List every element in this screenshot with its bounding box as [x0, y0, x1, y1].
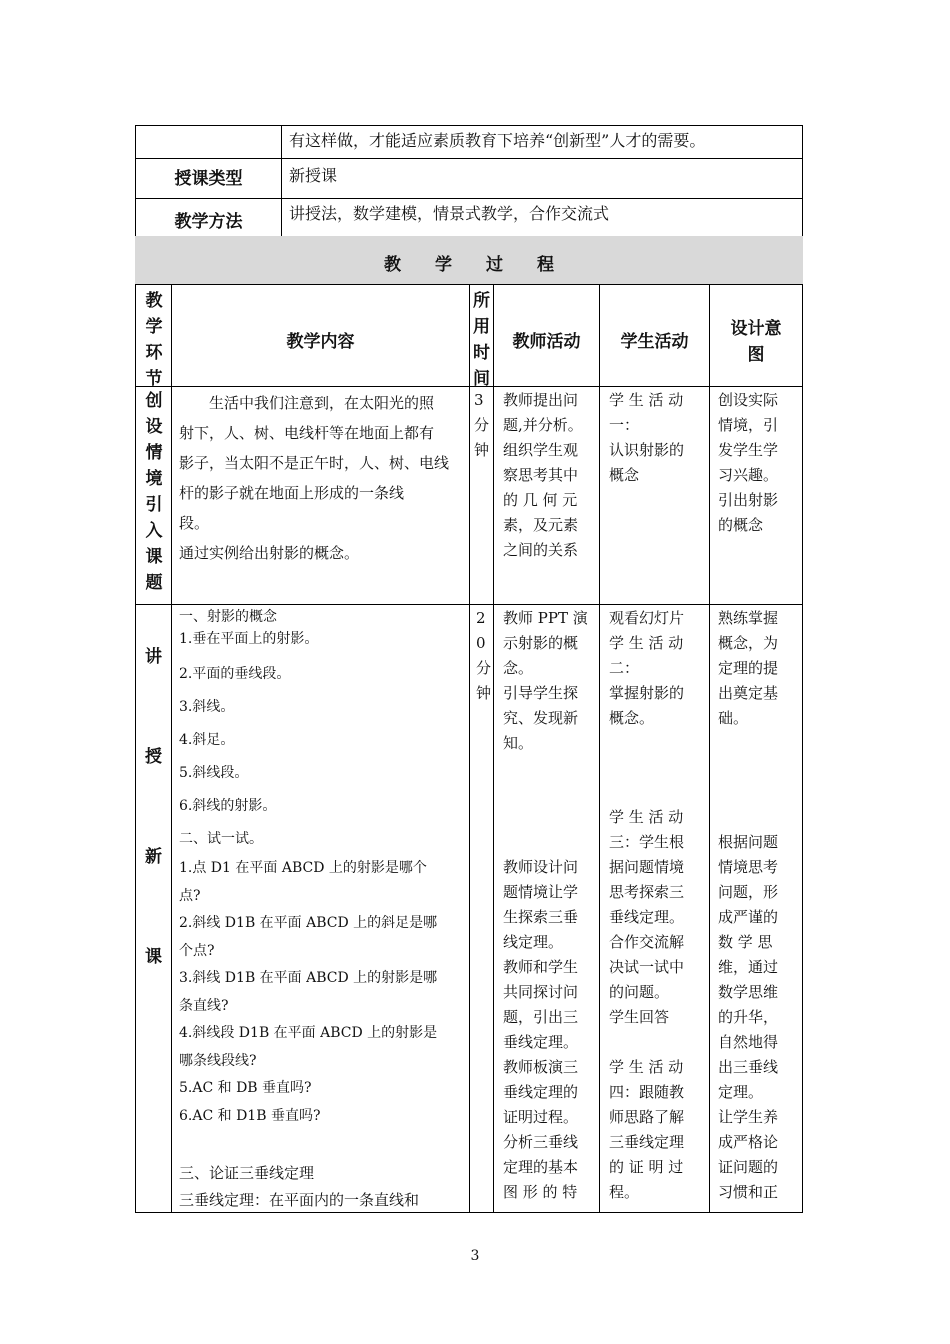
row1-time-char: 3: [474, 391, 484, 409]
row2-content-line: 3.斜线 D1B 在平面 ABCD 上的射影是哪: [179, 970, 438, 986]
row2-content-line: 三垂线定理：在平面内的一条直线和: [179, 1191, 420, 1209]
row2-student-line: 决试一试中: [609, 958, 685, 976]
row1-design: [718, 388, 778, 538]
row2-content-line: 点?: [179, 887, 201, 904]
row2-stage-char: 课: [145, 947, 162, 967]
row1-content-line: 射下，人、树、电线杆等在地面上都有: [179, 424, 435, 442]
row1-content-line: 生活中我们注意到，在太阳光的照: [179, 394, 435, 412]
row2-student-line: 学 生 活 动: [609, 808, 684, 826]
header-time-char: 所: [473, 291, 490, 311]
row2-content-line: 1.点 D1 在平面 ABCD 上的射影是哪个: [179, 860, 427, 876]
row2-teacher-line: 教师 PPT 演: [503, 609, 588, 627]
table-border-right: [802, 125, 803, 1213]
row1-time-char: 钟: [474, 441, 490, 459]
row2-student-line: 三垂线定理: [609, 1133, 685, 1151]
row2-design-line: 出三垂线: [718, 1058, 779, 1076]
row2-teacher-line: 知。: [503, 734, 534, 752]
row2-content-line: 5.斜线段。: [179, 765, 249, 781]
row2-content-line: 3.斜线。: [179, 699, 235, 715]
row1-teacher-line: 题,并分析。: [503, 416, 583, 434]
row2-student-line: 垂线定理。: [609, 908, 685, 926]
row2-student-c: [609, 1055, 684, 1205]
row2-teacher-line: 究、发现新: [503, 709, 579, 727]
row1-stage-char: 创: [145, 391, 163, 411]
row2-design-b: [718, 830, 778, 1205]
header-time-char: 间: [473, 369, 490, 389]
col-line-3: [493, 284, 494, 1213]
row1-time-char: 分: [474, 416, 490, 434]
row2-content-a: [179, 606, 318, 856]
row2-time-char: 2: [476, 609, 486, 627]
row1-content-line: 杆的影子就在地面上形成的一条线: [179, 484, 405, 502]
row2-content-line: 4.斜线段 D1B 在平面 ABCD 上的射影是: [179, 1025, 438, 1041]
row2-time: [476, 606, 491, 706]
row2-teacher-a: [503, 606, 588, 756]
row2-design-line: 础。: [718, 709, 749, 727]
row1-teacher-line: 组织学生观: [503, 441, 579, 459]
row2-time-char: 钟: [476, 684, 492, 702]
row2-design-line: 根据问题: [718, 833, 779, 851]
row2-stage-char: 授: [145, 747, 162, 767]
row2-content-line: 4.斜足。: [179, 732, 235, 748]
col-line-1: [171, 284, 172, 1213]
row2-student-line: 的 证 明 过: [609, 1158, 684, 1176]
top-table-divider: [281, 125, 282, 236]
lesson-type-label: 授课类型: [174, 169, 243, 189]
row2-content-line: 2.平面的垂线段。: [179, 666, 291, 682]
rule-after-row1: [135, 604, 803, 605]
header-stage-char: 节: [145, 369, 163, 389]
row2-student-a: [609, 606, 684, 731]
col-line-2: [469, 284, 470, 1213]
header-stage-char: 环: [145, 343, 163, 363]
row1-student-line: 学 生 活 动: [609, 391, 684, 409]
row2-design-line: 证问题的: [718, 1158, 779, 1176]
header-stage-char: 学: [145, 317, 163, 337]
row1-stage-char: 情: [145, 443, 163, 463]
col-line-4: [599, 284, 600, 1213]
row2-design-line: 定理。: [718, 1083, 764, 1101]
row2-design-line: 成严格论: [718, 1133, 779, 1151]
row2-teacher-b: [503, 855, 578, 1205]
row1-content-line: 通过实例给出射影的概念。: [179, 544, 360, 562]
header-student: 学生活动: [620, 332, 689, 352]
row1-content: [179, 388, 449, 568]
row2-student-line: 二：: [609, 659, 640, 677]
header-time: [469, 288, 494, 392]
row2-content-c: [179, 1160, 419, 1214]
row1-content-line: 段。: [179, 514, 210, 532]
row1-content-line: 影子，当太阳不是正午时，人、树、电线: [179, 454, 450, 472]
row2-content-line: 条直线?: [179, 997, 229, 1014]
row2-teacher-line: 垂线定理。: [503, 1033, 579, 1051]
row1-teacher-line: 察思考其中: [503, 466, 579, 484]
header-time-char: 用: [473, 317, 490, 337]
row1-teacher: [503, 388, 583, 563]
row2-teacher-line: 题，引出三: [503, 1008, 579, 1026]
row2-student-line: 三：学生根: [609, 833, 685, 851]
row2-student-line: 掌握射影的: [609, 684, 685, 702]
row2-design-line: 自然地得: [718, 1033, 779, 1051]
process-title: 教 学 过 程: [384, 255, 554, 275]
row2-student-line: 观看幻灯片: [609, 609, 685, 627]
rule-top: [135, 125, 803, 126]
teaching-method-value: 讲授法，数学建模，情景式教学，合作交流式: [289, 204, 610, 223]
row2-time-char: 分: [476, 659, 492, 677]
row2-teacher-line: 证明过程。: [503, 1108, 579, 1126]
row2-student-line: 思考探索三: [609, 883, 685, 901]
row1-design-line: 习兴趣。: [718, 466, 779, 484]
row1-design-line: 引出射影: [718, 491, 779, 509]
row2-content-line: 6.斜线的射影。: [179, 798, 277, 814]
rule-after-type: [135, 198, 803, 199]
row2-teacher-line: 教师和学生: [503, 958, 579, 976]
row1-stage-char: 境: [145, 469, 163, 489]
row2-design-line: 情境思考: [718, 858, 779, 876]
row2-student-line: 程。: [609, 1183, 640, 1201]
row1-student: [609, 388, 684, 488]
row1-design-line: 发学生学: [718, 441, 779, 459]
row1-stage-char: 入: [145, 521, 163, 541]
table-border-left: [135, 125, 136, 1213]
row2-time-char: 0: [476, 634, 486, 652]
row2-student-line: 师思路了解: [609, 1108, 685, 1126]
row2-content-line: 一、射影的概念: [179, 609, 277, 625]
row2-student-b: [609, 805, 684, 1030]
header-design-line2: 图: [747, 345, 765, 365]
row2-design-line: 出奠定基: [718, 684, 779, 702]
header-time-char: 时: [473, 343, 490, 363]
row2-design-line: 习惯和正: [718, 1183, 779, 1201]
row2-content-line: 三、论证三垂线定理: [179, 1164, 315, 1182]
row2-content-line: 哪条线段线?: [179, 1052, 257, 1069]
continuation-text: 有这样做，才能适应素质教育下培养“创新型”人才的需要。: [289, 131, 706, 150]
row2-design-line: 成严谨的: [718, 908, 779, 926]
row2-teacher-line: 分析三垂线: [503, 1133, 579, 1151]
teaching-method-label: 教学方法: [174, 212, 243, 232]
row2-design-line: 数 学 思: [718, 933, 773, 951]
header-stage: [139, 288, 169, 392]
row2-content-line: 二、试一试。: [179, 831, 263, 847]
row2-teacher-line: 生探索三垂: [503, 908, 579, 926]
header-teacher: 教师活动: [512, 332, 581, 352]
row2-teacher-line: 引导学生探: [503, 684, 579, 702]
row2-design-line: 熟练掌握: [718, 609, 779, 627]
row2-design-line: 的升华，: [718, 1008, 779, 1026]
row1-student-line: 认识射影的: [609, 441, 685, 459]
header-content: 教学内容: [286, 332, 355, 352]
row2-student-line: 的问题。: [609, 983, 670, 1001]
row1-stage: [139, 388, 169, 596]
row2-student-line: 学 生 活 动: [609, 1058, 684, 1076]
rule-after-continuation: [135, 158, 803, 159]
row1-teacher-line: 教师提出问: [503, 391, 579, 409]
row2-teacher-line: 念。: [503, 659, 534, 677]
row2-student-line: 学 生 活 动: [609, 634, 684, 652]
row1-stage-char: 设: [145, 417, 163, 437]
row2-student-line: 据问题情境: [609, 858, 685, 876]
row1-design-line: 的概念: [718, 516, 764, 534]
row2-teacher-line: 教师板演三: [503, 1058, 579, 1076]
row1-student-line: 概念: [609, 466, 640, 484]
row1-design-line: 情境，引: [718, 416, 779, 434]
row1-time: [474, 388, 489, 463]
row1-student-line: 一：: [609, 416, 640, 434]
header-stage-char: 教: [145, 291, 163, 311]
row2-student-line: 合作交流解: [609, 933, 685, 951]
row2-design-line: 数学思维: [718, 983, 779, 1001]
row2-teacher-line: 示射影的概: [503, 634, 579, 652]
page-number: 3: [470, 1248, 480, 1264]
row2-teacher-line: 图 形 的 特: [503, 1183, 578, 1201]
row2-teacher-line: 共同探讨问: [503, 983, 579, 1001]
row2-teacher-line: 线定理。: [503, 933, 564, 951]
row2-design-line: 维，通过: [718, 958, 779, 976]
row2-content-line: 1.垂在平面上的射影。: [179, 631, 319, 647]
row1-design-line: 创设实际: [718, 391, 779, 409]
row2-design-a: [718, 606, 778, 731]
row2-design-line: 问题，形: [718, 883, 779, 901]
row2-student-line: 四：跟随教: [609, 1083, 685, 1101]
row2-content-b: [179, 855, 437, 1130]
row2-content-line: 6.AC 和 D1B 垂直吗?: [179, 1107, 321, 1124]
col-line-5: [709, 284, 710, 1213]
row2-design-line: 让学生养: [718, 1108, 779, 1126]
row2-teacher-line: 教师设计问: [503, 858, 579, 876]
row2-content-line: 个点?: [179, 942, 215, 959]
row1-stage-char: 课: [145, 547, 163, 567]
row1-teacher-line: 素，及元素: [503, 516, 579, 534]
row2-student-line: 概念。: [609, 709, 655, 727]
row2-teacher-line: 定理的基本: [503, 1158, 579, 1176]
row2-teacher-line: 垂线定理的: [503, 1083, 579, 1101]
row2-content-line: 2.斜线 D1B 在平面 ABCD 上的斜足是哪: [179, 915, 438, 931]
row2-student-line: 学生回答: [609, 1008, 670, 1026]
row2-design-line: 概念，为: [718, 634, 779, 652]
row2-stage-char: 新: [145, 847, 162, 867]
row1-stage-char: 引: [145, 495, 163, 515]
row1-stage-char: 题: [145, 573, 163, 593]
row2-stage-char: 讲: [145, 647, 162, 667]
row2-content-line: 5.AC 和 DB 垂直吗?: [179, 1080, 312, 1096]
lesson-type-value: 新授课: [289, 166, 338, 185]
row2-design-line: 定理的提: [718, 659, 779, 677]
row1-teacher-line: 的 几 何 元: [503, 491, 578, 509]
header-design-line1: 设计意: [730, 319, 782, 339]
row2-teacher-line: 题情境让学: [503, 883, 579, 901]
row1-teacher-line: 之间的关系: [503, 541, 579, 559]
